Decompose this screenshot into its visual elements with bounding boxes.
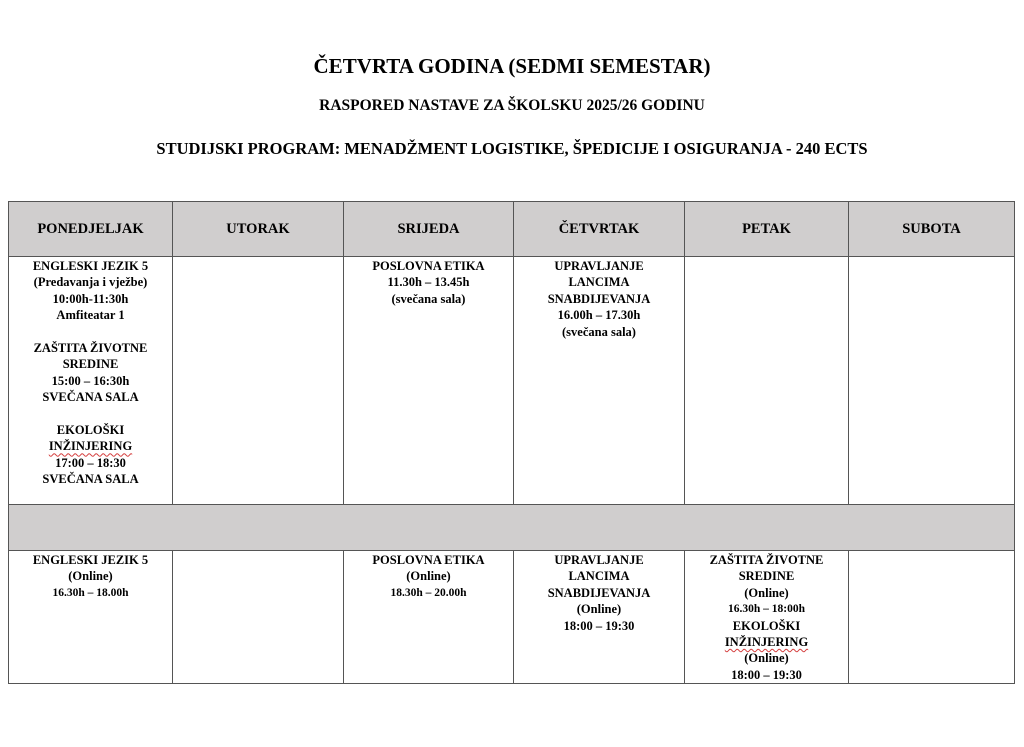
day-header-petak: PETAK [685, 202, 849, 257]
cell-petak-1 [685, 257, 849, 505]
class-entry [9, 340, 172, 406]
separator-cell [9, 505, 1015, 551]
class-mode: (Online) [576, 602, 622, 617]
class-mode: (Online) [744, 585, 789, 600]
class-time: 11.30h – 13.45h [387, 275, 470, 290]
cell-srijeda-2 [344, 551, 514, 684]
course-name: SREDINE [62, 357, 119, 372]
class-mode: (Online) [406, 569, 451, 584]
class-time: 16.00h – 17.30h [557, 308, 641, 323]
class-room: (svečana sala) [391, 291, 466, 306]
cell-cetvrtak-2 [514, 551, 685, 684]
course-name: SNABDIJEVANJA [547, 585, 651, 600]
day-header-ponedjeljak: PONEDJELJAK [9, 202, 173, 257]
class-mode: (Online) [744, 651, 789, 666]
day-header-srijeda: SRIJEDA [344, 202, 514, 257]
spellcheck-word: INŽINJERING [724, 635, 809, 650]
class-room: Amfiteatar 1 [56, 308, 125, 323]
course-name: LANCIMA [568, 569, 630, 584]
course-name: UPRAVLJANJE [554, 259, 644, 273]
cell-ponedjeljak-1 [9, 257, 173, 505]
class-entry [9, 258, 172, 324]
class-time: 18:00 – 19:30 [731, 667, 802, 682]
class-time: 16.30h – 18.00h [52, 586, 129, 599]
course-name: SNABDIJEVANJA [547, 291, 651, 306]
class-type: (Predavanja i vježbe) [33, 275, 148, 290]
class-time: 18.30h – 20.00h [390, 586, 467, 599]
day-header-subota: SUBOTA [849, 202, 1015, 257]
cell-utorak-2 [173, 551, 344, 684]
class-mode: (Online) [68, 569, 113, 584]
course-name: ENGLESKI JEZIK 5 [32, 259, 149, 273]
course-name: ZAŠTITA ŽIVOTNE [33, 341, 148, 356]
class-time: 18:00 – 19:30 [563, 618, 635, 633]
document-subtitle: RASPORED NASTAVE ZA ŠKOLSKU 2025/26 GODINU [319, 97, 705, 114]
separator-row [9, 505, 1015, 551]
cell-utorak-1 [173, 257, 344, 505]
day-header-utorak: UTORAK [173, 202, 344, 257]
day-header-cetvrtak: ČETVRTAK [514, 202, 685, 257]
study-program: STUDIJSKI PROGRAM: MENADŽMENT LOGISTIKE, ŠPEDICIJE I OSIGURANJA - 240 ECTS [156, 139, 868, 158]
class-time: 16.30h – 18:00h [728, 603, 805, 616]
spacer [9, 406, 172, 422]
cell-subota-1 [849, 257, 1015, 505]
schedule-table [8, 201, 1015, 684]
course-name [685, 634, 848, 650]
schedule-row-online [9, 551, 1015, 684]
cell-subota-2 [849, 551, 1015, 684]
course-name: EKOLOŠKI [56, 423, 125, 438]
class-room: SVEČANA SALA [42, 472, 139, 487]
course-name: EKOLOŠKI [732, 618, 801, 633]
cell-petak-2 [685, 551, 849, 684]
course-name: ZAŠTITA ŽIVOTNE [709, 553, 824, 567]
document-title: ČETVRTA GODINA (SEDMI SEMESTAR) [313, 54, 711, 78]
class-time: 15:00 – 16:30h [51, 373, 130, 388]
schedule-row-in-person [9, 257, 1015, 505]
class-entry [9, 422, 172, 488]
class-room: (svečana sala) [562, 324, 636, 339]
class-room: SVEČANA SALA [42, 390, 139, 405]
day-header-row [9, 202, 1015, 257]
class-time: 17:00 – 18:30 [55, 455, 126, 470]
spellcheck-word: INŽINJERING [48, 439, 133, 454]
course-name: POSLOVNA ETIKA [372, 553, 485, 567]
course-name: SREDINE [738, 569, 795, 584]
course-name: LANCIMA [568, 275, 630, 290]
course-name [9, 438, 172, 454]
course-name: UPRAVLJANJE [554, 553, 644, 567]
cell-srijeda-1 [344, 257, 514, 505]
cell-cetvrtak-1 [514, 257, 685, 505]
course-name: ENGLESKI JEZIK 5 [32, 553, 149, 567]
cell-ponedjeljak-2 [9, 551, 173, 684]
spacer [9, 324, 172, 340]
course-name: POSLOVNA ETIKA [372, 259, 485, 273]
class-time: 10:00h-11:30h [52, 291, 129, 306]
